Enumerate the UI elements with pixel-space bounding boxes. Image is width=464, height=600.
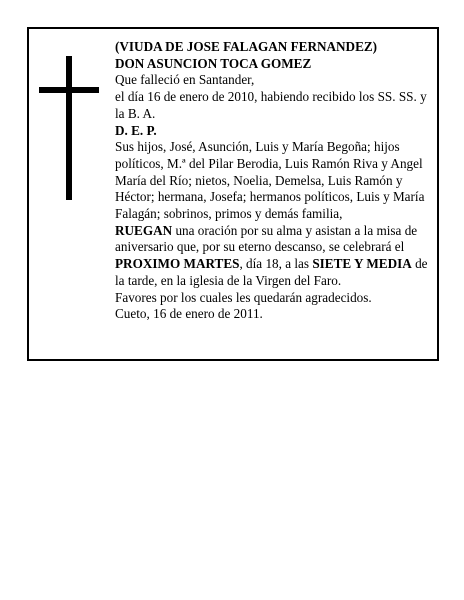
death-date-line: el día 16 de enero de 2010, habiendo recibido los SS. SS. y la B. A. <box>115 89 427 121</box>
family-list: Sus hijos, José, Asunción, Luis y María Begoña; hijos políticos, M.ª del Pilar Berodia, Luis Ramón Riva y Angel María del Río; nietos, Noelia, Demelsa, Luis Ramón y Héctor; hermana, Josefa; hermanos políticos, Luis y María Falagán; sobrinos, primos y demás familia, <box>115 139 425 222</box>
mass-day: PROXIMO MARTES <box>115 256 240 272</box>
rip-line: D. E. P. <box>115 122 157 138</box>
obituary-notice <box>27 27 439 361</box>
cross-horizontal-bar <box>39 87 99 93</box>
place-date-line: Cueto, 16 de enero de 2011. <box>115 306 263 322</box>
mass-request <box>115 223 433 290</box>
death-place-line: Que falleció en Santander, <box>115 72 255 88</box>
request-text-2: , día 18, a las <box>239 256 313 272</box>
thanks-line: Favores por los cuales les quedarán agradecidos. <box>115 289 372 305</box>
ruegan-word: RUEGAN <box>115 222 173 238</box>
deceased-name: DON ASUNCION TOCA GOMEZ <box>115 55 312 71</box>
notice-text <box>115 39 433 323</box>
mass-time: SIETE Y MEDIA <box>312 256 412 272</box>
request-text-1: una oración por su alma y asistan a la misa de aniversario que, por su eterno descanso, se celebrará el <box>115 222 418 255</box>
cross-icon <box>39 56 99 200</box>
request-text-3: de la tarde, en la iglesia de la Virgen del Faro. <box>115 256 428 288</box>
widow-of-line: (VIUDA DE JOSE FALAGAN FERNANDEZ) <box>115 39 378 54</box>
cross-vertical-bar <box>66 56 72 200</box>
